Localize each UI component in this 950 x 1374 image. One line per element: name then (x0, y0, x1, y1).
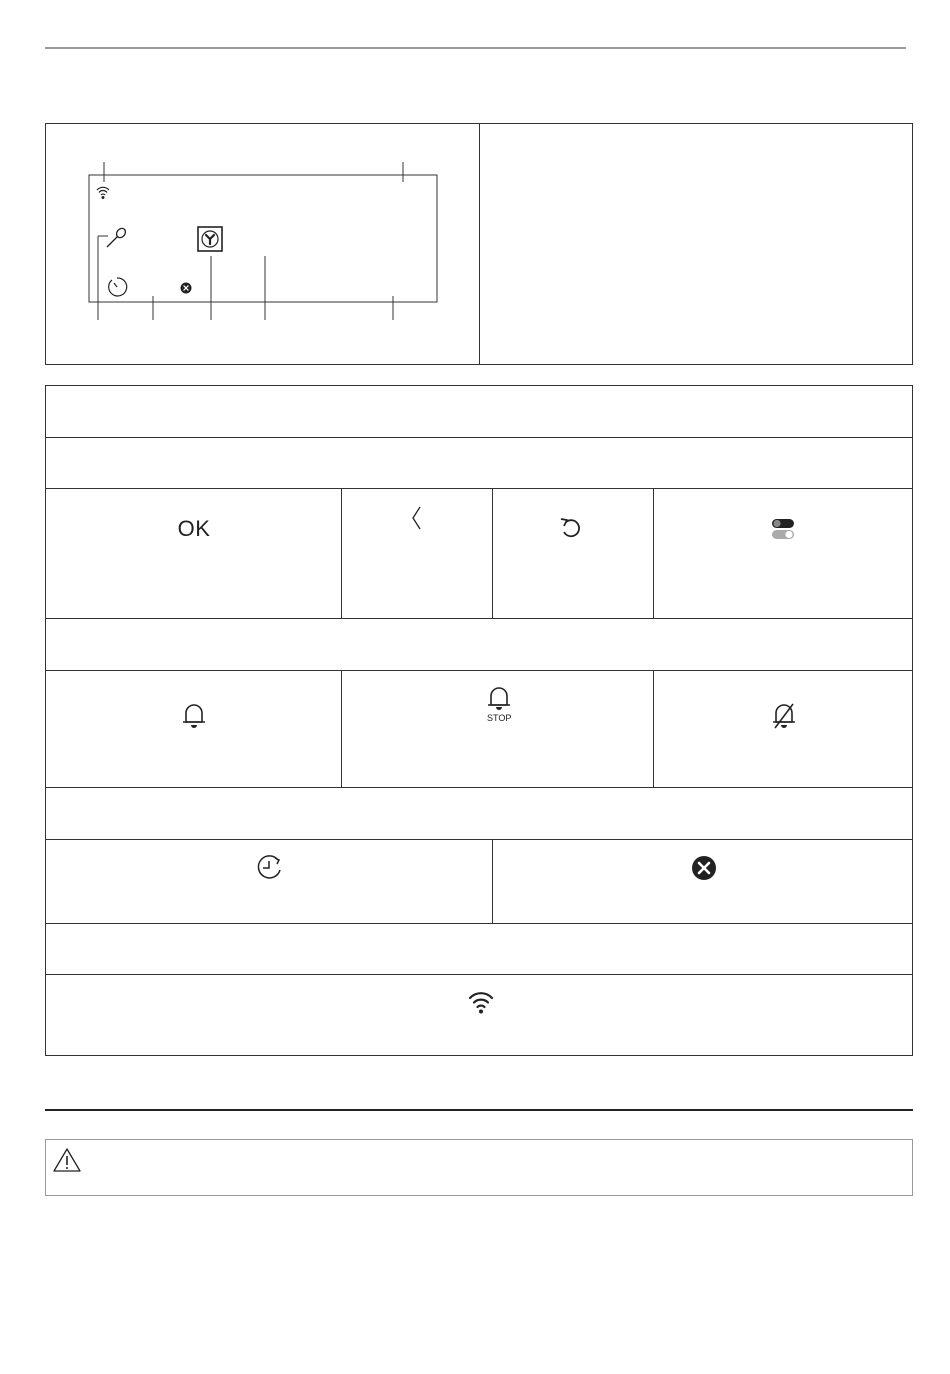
ok-button-icon (154, 512, 234, 546)
timer-icon (109, 278, 127, 296)
warning-box (45, 1139, 913, 1196)
col-divider (492, 839, 493, 923)
col-divider (341, 488, 342, 618)
row-divider (46, 488, 912, 489)
row-divider (46, 923, 912, 924)
bell-muted-icon (772, 702, 796, 730)
col-divider (492, 488, 493, 618)
row-divider (46, 787, 912, 788)
display-diagram-box (45, 123, 913, 365)
undo-icon (559, 516, 585, 542)
back-chevron-icon (410, 506, 424, 532)
wifi-icon (468, 989, 494, 1015)
col-divider (653, 488, 654, 618)
display-frame (89, 175, 437, 302)
display-box-divider (479, 124, 480, 364)
stop-label: STOP (487, 713, 512, 723)
top-rule (45, 47, 906, 49)
warning-icon (52, 1147, 82, 1173)
controls-table (45, 385, 913, 1056)
row-divider (46, 839, 912, 840)
row-divider (46, 437, 912, 438)
display-diagram (46, 124, 479, 364)
delay-clock-icon (256, 854, 286, 882)
row-divider (46, 974, 912, 975)
cancel-icon (181, 283, 192, 294)
section-rule (45, 1109, 913, 1111)
toggle-icon (771, 517, 797, 543)
row-divider (46, 618, 912, 619)
ok-label: OK (177, 516, 211, 541)
row-divider (46, 670, 912, 671)
col-divider (341, 670, 342, 787)
col-divider (653, 670, 654, 787)
bell-icon (182, 702, 206, 730)
food-probe-icon (107, 227, 127, 247)
wifi-icon (97, 187, 109, 198)
cancel-icon (691, 855, 717, 881)
bell-stop-icon (487, 686, 511, 712)
fan-icon (198, 227, 222, 251)
